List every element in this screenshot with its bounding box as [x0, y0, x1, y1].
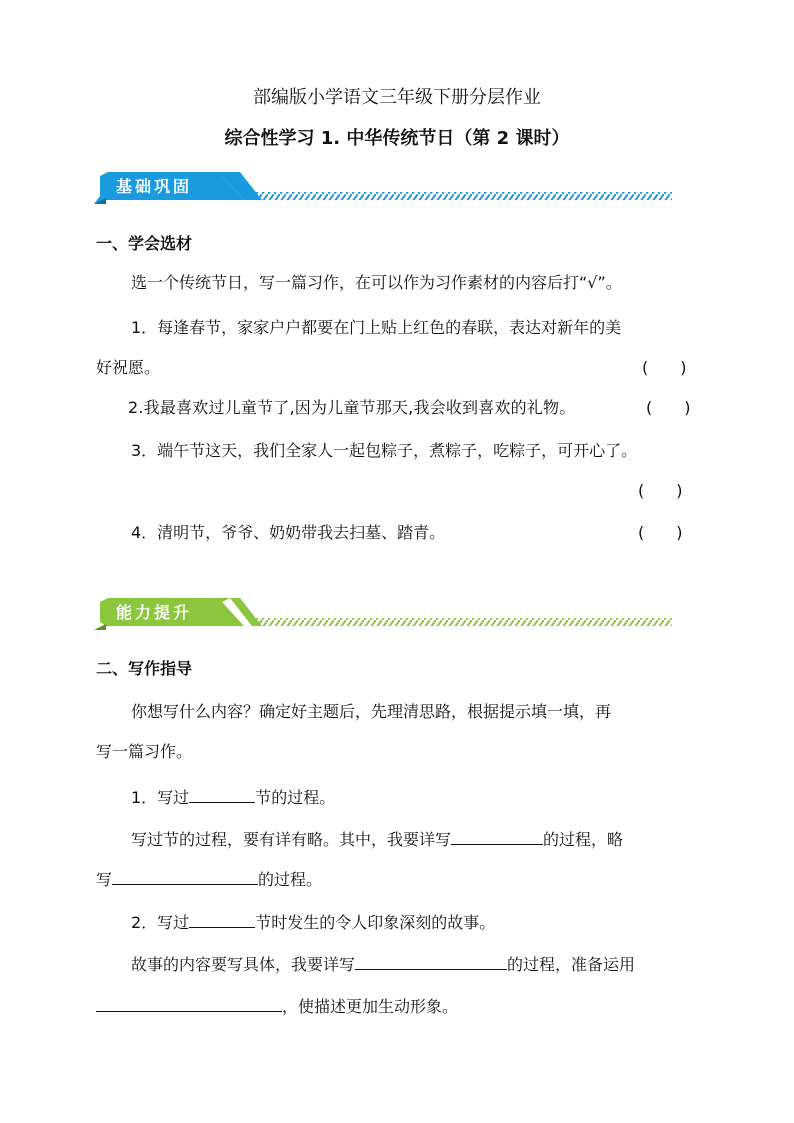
item-4-line: 4．清明节，爷爷、奶奶带我去扫墓、踏青。	[131, 523, 446, 542]
item-4-answer-box[interactable]: ( )	[638, 523, 683, 542]
item-1-answer-box[interactable]: ( )	[642, 358, 687, 377]
q2-detail-a: 故事的内容要写具体，我要详写	[131, 955, 356, 974]
q1-detail-line1	[131, 828, 623, 850]
item-2-line: 2.我最喜欢过儿童节了,因为儿童节那天,我会收到喜欢的礼物。	[128, 398, 576, 417]
q2-detail-line2	[96, 995, 458, 1017]
q2-suffix: 节时发生的令人印象深刻的故事。	[255, 913, 496, 932]
q1-detail-d: 的过程。	[258, 870, 323, 889]
q1-detail-c: 写	[96, 870, 113, 889]
banner-basic-label: 基础巩固	[116, 177, 193, 196]
q1-festival-blank[interactable]	[189, 786, 255, 803]
banner-basic	[94, 170, 694, 204]
q2-detail-b: 的过程，准备运用	[507, 955, 636, 974]
q2-prefix: 2．写过	[131, 913, 190, 932]
q2-line	[131, 911, 495, 933]
q2-detail-c: ，使描述更加生动形象。	[282, 997, 459, 1016]
q1-prefix: 1．写过	[131, 788, 190, 807]
advanced-intro-line1: 你想写什么内容？确定好主题后，先理清思路，根据提示填一填，再	[131, 702, 612, 721]
q2-method-blank[interactable]	[96, 995, 282, 1012]
item-1-line2: 好祝愿。	[96, 358, 161, 377]
item-1-line1: 1．每逢春节，家家户户都要在门上贴上红色的春联，表达对新年的美	[131, 318, 622, 337]
q2-festival-blank[interactable]	[189, 911, 255, 928]
q1-detail-b: 的过程，略	[543, 830, 624, 849]
lesson-title: 综合性学习 1. 中华传统节日（第 2 课时）	[224, 128, 570, 149]
section-advanced-heading: 二、写作指导	[96, 659, 193, 678]
q1-detail-line2	[96, 868, 322, 890]
item-3-line: 3．端午节这天，我们全家人一起包粽子，煮粽子，吃粽子，可开心了。	[131, 441, 638, 460]
section-basic-heading: 一、学会选材	[96, 234, 193, 253]
q1-brief-blank[interactable]	[112, 868, 258, 885]
q1-detail-a: 写过节的过程，要有详有略。其中，我要详写	[131, 830, 452, 849]
q1-line	[131, 786, 335, 808]
series-title: 部编版小学语文三年级下册分层作业	[253, 87, 541, 108]
section-basic-instruction: 选一个传统节日，写一篇习作，在可以作为习作素材的内容后打“√”。	[131, 273, 622, 292]
q1-detail-blank[interactable]	[451, 828, 543, 845]
item-3-answer-box[interactable]: ( )	[638, 481, 683, 500]
q2-detail-line1	[131, 953, 635, 975]
advanced-intro-line2: 写一篇习作。	[96, 742, 193, 761]
q2-detail-blank[interactable]	[355, 953, 507, 970]
q1-suffix: 节的过程。	[255, 788, 336, 807]
item-2-answer-box[interactable]: ( )	[646, 398, 691, 417]
banner-advanced-label: 能力提升	[116, 603, 193, 622]
banner-advanced	[94, 596, 694, 630]
